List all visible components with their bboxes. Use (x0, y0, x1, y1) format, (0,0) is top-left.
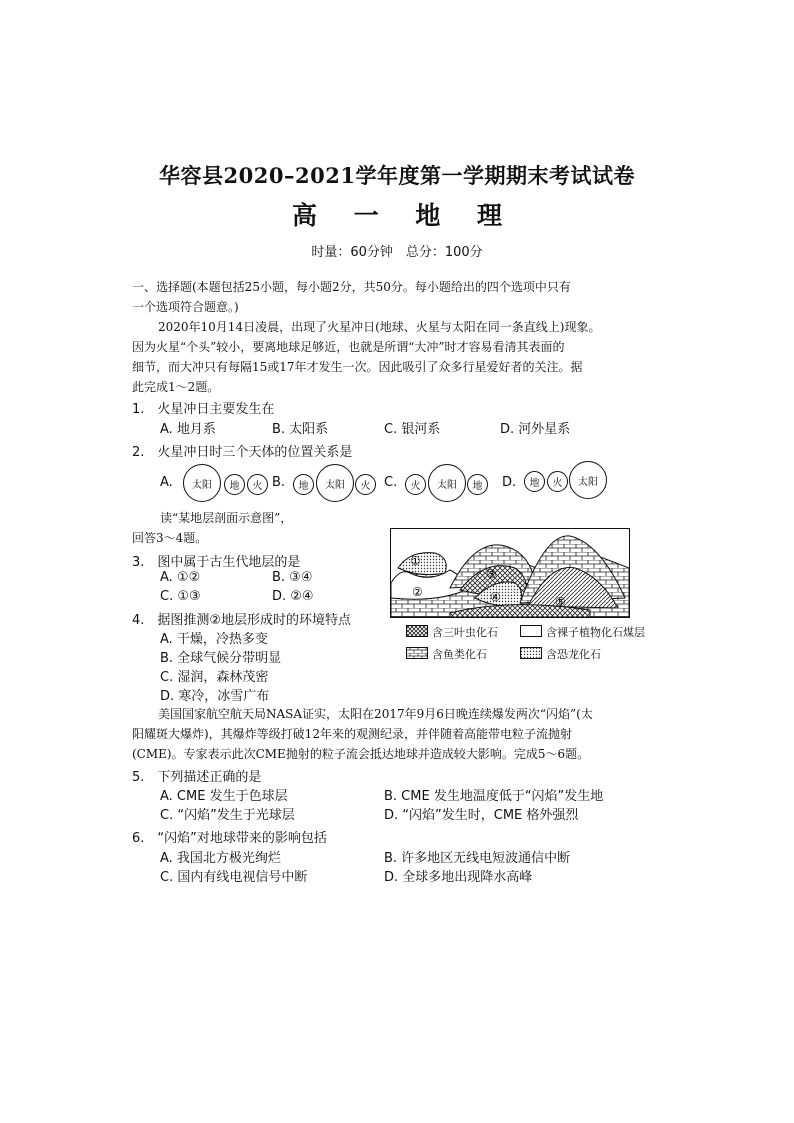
legend-dinosaur-swatch (520, 647, 542, 659)
q5-option-d[interactable]: D. “闪焰”发生时，CME 格外强烈 (384, 808, 579, 823)
passage3-line1: 美国国家航空航天局NASA证实，太阳在2017年9月6日晚连续爆发两次“闪焰”(太 (158, 707, 593, 721)
label-3: ③ (486, 567, 497, 581)
passage1-line3: 细节，而大冲只有每隔15或17年才发生一次。因此吸引了众多行星爱好者的关注。据 (132, 360, 583, 374)
q1-option-c[interactable]: C. 银河系 (384, 422, 441, 437)
q3-option-d[interactable]: D. ②④ (272, 589, 314, 604)
passage2-line2: 回答3～4题。 (132, 531, 208, 545)
passage1-line2: 因为火星“个头”较小，要离地球足够近，也就是所谓“大冲”时才容易看清其表面的 (132, 340, 565, 354)
q2-stem: 2. 火星冲日时三个天体的位置关系是 (132, 445, 353, 460)
q5-option-b[interactable]: B. CME 发生地温度低于“闪焰”发生地 (384, 789, 604, 804)
q6-option-a[interactable]: A. 我国北方极光绚烂 (160, 851, 281, 866)
section-intro-line1: 一、选择题(本题包括25小题，每小题2分，共50分。每小题给出的四个选项中只有 (132, 280, 571, 294)
passage2-line1: 读“某地层剖面示意图”， (160, 511, 293, 525)
legend-gymnosperm: 含裸子植物化石煤层 (546, 626, 645, 639)
q2-letter-b: B. (272, 475, 286, 490)
q4-stem: 4. 据图推测②地层形成时的环境特点 (132, 613, 352, 628)
q6-stem: 6. “闪焰”对地球带来的影响包括 (132, 831, 327, 846)
q1-option-a[interactable]: A. 地月系 (160, 422, 216, 437)
mars-circle: 火 (355, 474, 376, 495)
legend-fish: 含鱼类化石 (432, 648, 487, 661)
q3-option-c[interactable]: C. ①③ (160, 589, 201, 604)
section-intro-line2: 一个选项符合题意。) (132, 300, 239, 314)
mars-circle: 火 (405, 474, 426, 495)
q1-option-d[interactable]: D. 河外星系 (500, 422, 571, 437)
q5-stem: 5. 下列描述正确的是 (132, 770, 262, 785)
q3-option-b[interactable]: B. ③④ (272, 570, 313, 585)
legend-dinosaur: 含恐龙化石 (546, 648, 601, 661)
passage3-line3: (CME)。专家表示此次CME抛射的粒子流会抵达地球并造成较大影响。完成5～6题。 (132, 747, 590, 761)
q4-option-a[interactable]: A. 干燥，冷热多变 (160, 632, 268, 647)
passage1-line4: 此完成1～2题。 (132, 380, 220, 394)
q1-stem: 1. 火星冲日主要发生在 (132, 402, 275, 417)
legend-trilobite: 含三叶虫化石 (432, 626, 498, 639)
q4-option-d[interactable]: D. 寒冷，冰雪广布 (160, 689, 270, 704)
q6-option-d[interactable]: D. 全球多地出现降水高峰 (384, 870, 533, 885)
sun-circle: 太阳 (569, 461, 607, 499)
q5-option-a[interactable]: A. CME 发生于色球层 (160, 789, 288, 804)
mars-circle: 火 (547, 471, 568, 492)
q6-option-c[interactable]: C. 国内有线电视信号中断 (160, 870, 308, 885)
q3-option-a[interactable]: A. ①② (160, 570, 201, 585)
label-1: ① (410, 554, 421, 568)
label-5: ⑤ (555, 595, 566, 609)
q2-letter-c: C. (384, 475, 398, 490)
q4-option-b[interactable]: B. 全球气候分带明显 (160, 651, 282, 666)
sun-circle: 太阳 (316, 464, 354, 502)
q2-letter-d: D. (502, 475, 517, 490)
strata-diagram (390, 528, 630, 618)
q4-option-c[interactable]: C. 湿润，森林茂密 (160, 670, 269, 685)
legend-gymnosperm-swatch (520, 625, 542, 637)
exam-info: 时量：60分钟 总分：100分 (311, 245, 483, 260)
exam-title: 华容县2020–2021学年度第一学期期末考试试卷 (159, 163, 635, 188)
subject-title: 高 一 地 理 (291, 201, 503, 230)
earth-circle: 地 (293, 474, 314, 495)
earth-circle: 地 (224, 474, 245, 495)
earth-circle: 地 (467, 474, 488, 495)
earth-circle: 地 (524, 471, 545, 492)
q1-option-b[interactable]: B. 太阳系 (272, 422, 329, 437)
legend-trilobite-swatch (406, 625, 428, 637)
q6-option-b[interactable]: B. 许多地区无线电短波通信中断 (384, 851, 571, 866)
sun-circle: 太阳 (183, 464, 221, 502)
label-4: ④ (490, 590, 501, 604)
label-2: ② (412, 585, 423, 599)
passage3-line2: 阳耀斑大爆炸)，其爆炸等级打破12年来的观测纪录，并伴随着高能带电粒子流抛射 (132, 727, 572, 741)
q5-option-c[interactable]: C. “闪焰”发生于光球层 (160, 808, 295, 823)
mars-circle: 火 (247, 474, 268, 495)
q3-stem: 3. 图中属于古生代地层的是 (132, 555, 301, 570)
q2-letter-a: A. (160, 475, 173, 490)
passage1-line1: 2020年10月14日凌晨，出现了火星冲日(地球、火星与太阳在同一条直线上)现象。 (158, 320, 601, 334)
legend-fish-swatch (406, 647, 428, 659)
sun-circle: 太阳 (428, 464, 466, 502)
